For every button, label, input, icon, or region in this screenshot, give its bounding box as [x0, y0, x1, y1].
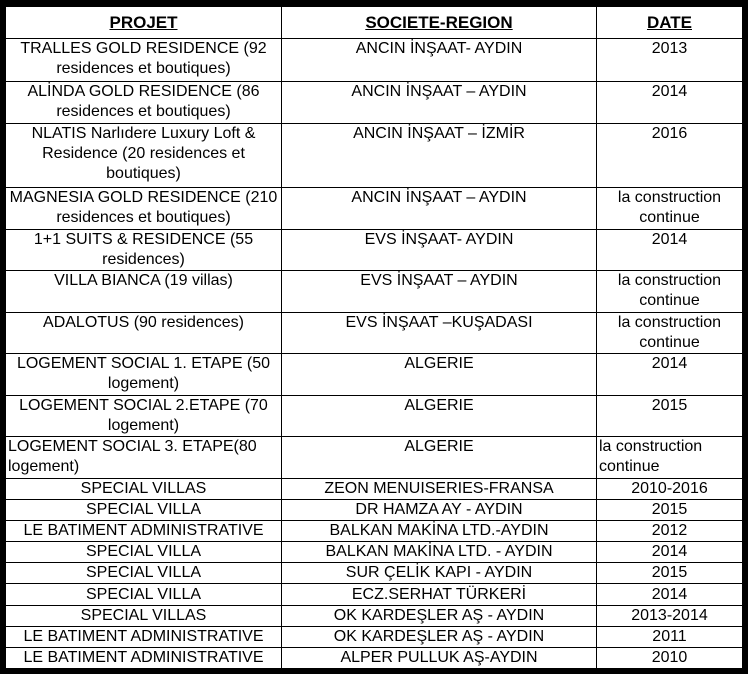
- table-row: [6, 626, 743, 647]
- table-row: [6, 395, 743, 436]
- table-row: [6, 313, 743, 354]
- societe-cell: ANCIN İNŞAAT- AYDIN: [282, 39, 597, 82]
- date-cell: 2014: [597, 584, 743, 605]
- societe-cell: ECZ.SERHAT TÜRKERİ: [282, 584, 597, 605]
- projet-cell: SPECIAL VILLA: [6, 584, 282, 605]
- table-row: [6, 479, 743, 500]
- header-row: [6, 7, 743, 39]
- table-row: [6, 39, 743, 82]
- projet-cell: SPECIAL VILLA: [6, 563, 282, 584]
- projet-cell: SPECIAL VILLA: [6, 542, 282, 563]
- societe-cell: OK KARDEŞLER AŞ - AYDIN: [282, 605, 597, 626]
- header-societe-region: SOCIETE-REGION: [282, 7, 597, 39]
- projet-cell: LOGEMENT SOCIAL 2.ETAPE (70 logement): [6, 395, 282, 436]
- societe-cell: ALGERIE: [282, 395, 597, 436]
- date-cell: 2011: [597, 626, 743, 647]
- table-row: [6, 584, 743, 605]
- projet-cell: ADALOTUS (90 residences): [6, 313, 282, 354]
- date-cell: la construction continue: [597, 271, 743, 313]
- table-row: [6, 436, 743, 478]
- societe-cell: ALPER PULLUK AŞ-AYDIN: [282, 647, 597, 668]
- projet-cell: VILLA BIANCA (19 villas): [6, 271, 282, 313]
- table-row: [6, 354, 743, 395]
- date-cell: 2012: [597, 521, 743, 542]
- societe-cell: EVS İNŞAAT – AYDIN: [282, 271, 597, 313]
- societe-cell: ZEON MENUISERIES-FRANSA: [282, 479, 597, 500]
- societe-cell: SUR ÇELİK KAPI - AYDIN: [282, 563, 597, 584]
- table-row: [6, 647, 743, 668]
- date-cell: 2014: [597, 354, 743, 395]
- projet-cell: ALİNDA GOLD RESIDENCE (86 residences et boutiques): [6, 82, 282, 124]
- table-row: [6, 521, 743, 542]
- header-projet: PROJET: [6, 7, 282, 39]
- societe-cell: EVS İNŞAAT- AYDIN: [282, 229, 597, 270]
- table-row: [6, 563, 743, 584]
- projet-cell: MAGNESIA GOLD RESIDENCE (210 residences et boutiques): [6, 187, 282, 229]
- societe-cell: ANCIN İNŞAAT – AYDIN: [282, 187, 597, 229]
- societe-cell: ALGERIE: [282, 436, 597, 478]
- table-row: [6, 605, 743, 626]
- projects-table: [5, 6, 743, 669]
- date-cell: 2010: [597, 647, 743, 668]
- date-cell: la construction continue: [597, 187, 743, 229]
- date-cell: 2015: [597, 500, 743, 521]
- societe-cell: BALKAN MAKİNA LTD.-AYDIN: [282, 521, 597, 542]
- societe-cell: DR HAMZA AY - AYDIN: [282, 500, 597, 521]
- table-row: [6, 124, 743, 187]
- date-cell: 2014: [597, 229, 743, 270]
- projet-cell: LE BATIMENT ADMINISTRATIVE: [6, 626, 282, 647]
- table-row: [6, 500, 743, 521]
- societe-cell: BALKAN MAKİNA LTD. - AYDIN: [282, 542, 597, 563]
- projet-cell: NLATIS Narlıdere Luxury Loft & Residence (20 residences et boutiques): [6, 124, 282, 187]
- date-cell: 2013-2014: [597, 605, 743, 626]
- date-cell: 2015: [597, 563, 743, 584]
- projet-cell: SPECIAL VILLAS: [6, 479, 282, 500]
- societe-cell: ANCIN İNŞAAT – AYDIN: [282, 82, 597, 124]
- date-cell: 2013: [597, 39, 743, 82]
- date-cell: 2014: [597, 542, 743, 563]
- date-cell: la construction continue: [597, 436, 743, 478]
- table-row: [6, 82, 743, 124]
- table-row: [6, 542, 743, 563]
- projet-cell: LOGEMENT SOCIAL 3. ETAPE(80 logement): [6, 436, 282, 478]
- projet-cell: TRALLES GOLD RESIDENCE (92 residences et boutiques): [6, 39, 282, 82]
- table-row: [6, 187, 743, 229]
- societe-cell: ANCIN İNŞAAT – İZMİR: [282, 124, 597, 187]
- table-row: [6, 271, 743, 313]
- societe-cell: ALGERIE: [282, 354, 597, 395]
- date-cell: 2010-2016: [597, 479, 743, 500]
- projects-table-frame: [5, 6, 742, 669]
- date-cell: 2016: [597, 124, 743, 187]
- projet-cell: LE BATIMENT ADMINISTRATIVE: [6, 521, 282, 542]
- projet-cell: 1+1 SUITS & RESIDENCE (55 residences): [6, 229, 282, 270]
- date-cell: la construction continue: [597, 313, 743, 354]
- projet-cell: LOGEMENT SOCIAL 1. ETAPE (50 logement): [6, 354, 282, 395]
- societe-cell: OK KARDEŞLER AŞ - AYDIN: [282, 626, 597, 647]
- date-cell: 2014: [597, 82, 743, 124]
- projet-cell: SPECIAL VILLA: [6, 500, 282, 521]
- header-date: DATE: [597, 7, 743, 39]
- table-row: [6, 229, 743, 270]
- societe-cell: EVS İNŞAAT –KUŞADASI: [282, 313, 597, 354]
- date-cell: 2015: [597, 395, 743, 436]
- projet-cell: SPECIAL VILLAS: [6, 605, 282, 626]
- projet-cell: LE BATIMENT ADMINISTRATIVE: [6, 647, 282, 668]
